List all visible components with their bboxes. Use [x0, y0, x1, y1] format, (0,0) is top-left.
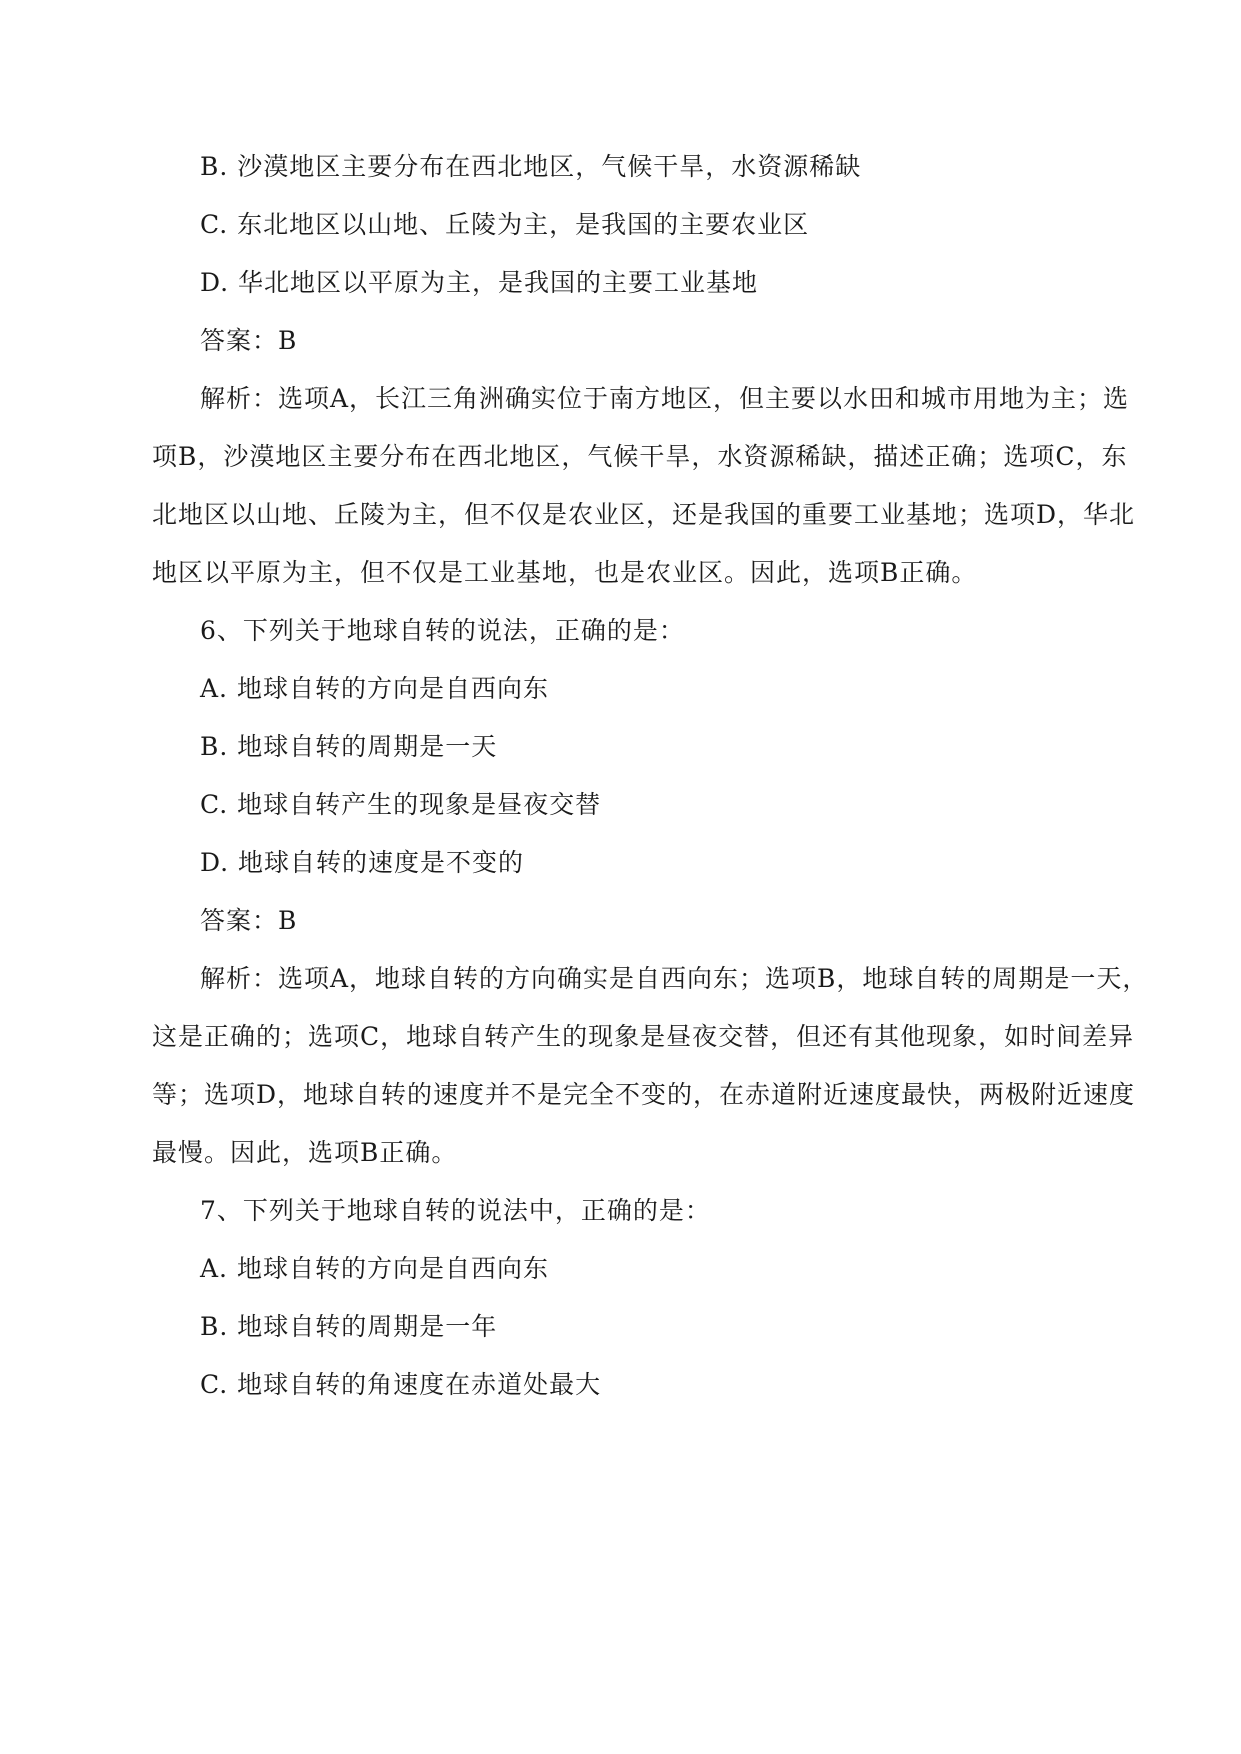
option-a-q6: A. 地球自转的方向是自西向东: [200, 674, 549, 703]
analysis-q6-line1: 解析：选项A，地球自转的方向确实是自西向东；选项B，地球自转的周期是一天，: [200, 964, 1149, 993]
analysis-q6-line2: 这是正确的；选项C，地球自转产生的现象是昼夜交替，但还有其他现象，如时间差异: [152, 1022, 1135, 1051]
analysis-q5-line2: 项B，沙漠地区主要分布在西北地区，气候干旱，水资源稀缺，描述正确；选项C，东: [152, 442, 1128, 471]
option-a-q7: A. 地球自转的方向是自西向东: [200, 1254, 549, 1283]
question-7: 7、下列关于地球自转的说法中，正确的是：: [200, 1196, 711, 1225]
option-c-q5: C. 东北地区以山地、丘陵为主，是我国的主要农业区: [200, 210, 810, 239]
analysis-q5-line1: 解析：选项A，长江三角洲确实位于南方地区，但主要以水田和城市用地为主；选: [200, 384, 1130, 413]
analysis-q6-line4: 最慢。因此，选项B正确。: [152, 1138, 458, 1167]
answer-q5: 答案：B: [200, 326, 298, 355]
option-d-q5: D. 华北地区以平原为主，是我国的主要工业基地: [200, 268, 759, 297]
option-d-q6: D. 地球自转的速度是不变的: [200, 848, 525, 877]
analysis-q5-line3: 北地区以山地、丘陵为主，但不仅是农业区，还是我国的重要工业基地；选项D，华北: [152, 500, 1136, 529]
analysis-q6-line3: 等；选项D，地球自转的速度并不是完全不变的，在赤道附近速度最快，两极附近速度: [152, 1080, 1136, 1109]
option-b-q7: B. 地球自转的周期是一年: [200, 1312, 498, 1341]
option-c-q6: C. 地球自转产生的现象是昼夜交替: [200, 790, 602, 819]
option-b-q6: B. 地球自转的周期是一天: [200, 732, 498, 761]
question-6: 6、下列关于地球自转的说法，正确的是：: [200, 616, 685, 645]
option-c-q7: C. 地球自转的角速度在赤道处最大: [200, 1370, 602, 1399]
answer-q6: 答案：B: [200, 906, 298, 935]
analysis-q5-line4: 地区以平原为主，但不仅是工业基地，也是农业区。因此，选项B正确。: [152, 558, 978, 587]
option-b-q5: B. 沙漠地区主要分布在西北地区，气候干旱，水资源稀缺: [200, 152, 862, 181]
